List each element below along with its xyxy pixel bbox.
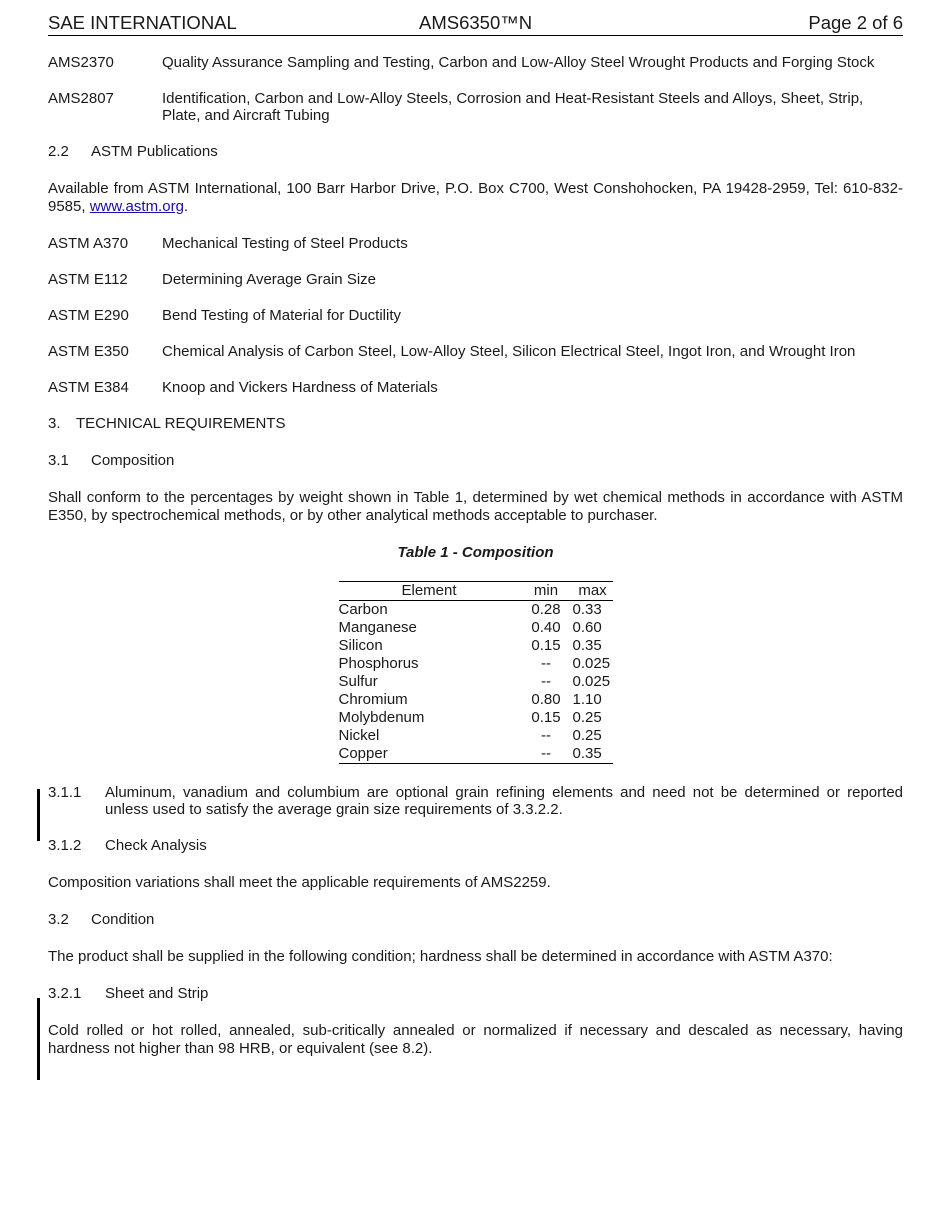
section-text: Aluminum, vanadium and columbium are optional grain refining elements and need not be determined or reported unless used to satisfy the average grain size requirements of 3.3.2.2.: [105, 784, 903, 818]
reference-code: ASTM E384: [48, 379, 129, 396]
section-3-2-heading: [48, 911, 903, 929]
max-cell: 0.60: [572, 619, 602, 636]
astm-availability-text: [48, 180, 903, 216]
section-title: Condition: [91, 911, 155, 928]
table-row: [339, 673, 613, 691]
header-page-number: Page 2 of 6: [808, 12, 903, 33]
change-bar-3-2-1: [37, 998, 40, 1080]
element-cell: Phosphorus: [338, 655, 419, 672]
section-3-1-2-heading: [48, 837, 903, 855]
section-title: Composition: [91, 452, 175, 469]
element-cell: Copper: [338, 745, 388, 762]
header-element: Element: [339, 582, 520, 601]
section-number: 3.2.1: [48, 985, 82, 1002]
reference-ams2370: [48, 54, 903, 71]
element-cell: Sulfur: [338, 673, 378, 690]
element-cell: Chromium: [338, 691, 408, 708]
section-title: ASTM Publications: [91, 143, 218, 160]
table-row: [339, 637, 613, 655]
reference-code: ASTM E290: [48, 307, 129, 324]
min-cell: 0.28: [531, 601, 561, 618]
table-row: [339, 709, 613, 727]
header-org: SAE INTERNATIONAL: [48, 12, 237, 33]
availability-text: Available from ASTM International, 100 Barr Harbor Drive, P.O. Box C700, West Conshohocken, PA 19428-2959, Tel: 610-832-9585,: [48, 180, 903, 215]
reference-code: ASTM A370: [48, 235, 129, 252]
page-header: [48, 12, 903, 36]
reference-title: Bend Testing of Material for Ductility: [162, 307, 401, 324]
max-cell: 0.25: [572, 709, 602, 726]
reference-title: Determining Average Grain Size: [162, 271, 376, 288]
header-max: max: [573, 582, 613, 601]
reference-astm-e112: [48, 271, 903, 288]
change-bar-3-1-1: [37, 789, 40, 841]
max-cell: 1.10: [572, 691, 602, 708]
max-cell: 0.35: [572, 637, 602, 654]
reference-title: Chemical Analysis of Carbon Steel, Low-Alloy Steel, Silicon Electrical Steel, Ingot Iron, and Wrought Iron: [162, 343, 856, 360]
element-cell: Molybdenum: [338, 709, 425, 726]
min-cell: --: [541, 727, 551, 744]
element-cell: Carbon: [338, 601, 388, 618]
section-number: 3.1.2: [48, 837, 82, 854]
table-row: [339, 619, 613, 637]
reference-title: Identification, Carbon and Low-Alloy Steels, Corrosion and Heat-Resistant Steels and Alloys, Sheet, Strip, Plate, and Aircraft Tubing: [162, 90, 864, 124]
table-header-row: [339, 582, 613, 601]
reference-code: AMS2370: [48, 54, 114, 71]
header-min: min: [520, 582, 573, 601]
section-3-heading: [48, 415, 903, 433]
reference-astm-e384: [48, 379, 903, 396]
section-3-1-1: [48, 784, 903, 818]
composition-table: [339, 581, 613, 764]
availability-end: .: [183, 198, 189, 215]
sheet-strip-text: Cold rolled or hot rolled, annealed, sub-critically annealed or normalized if necessary and descaled as necessary, having hardness not higher than 98 HRB, or equivalent (see 8.2).: [48, 1022, 903, 1057]
table-row: [339, 691, 613, 709]
table-row: [339, 655, 613, 673]
table-row: [339, 745, 613, 764]
min-cell: --: [541, 655, 551, 672]
reference-title: Quality Assurance Sampling and Testing, Carbon and Low-Alloy Steel Wrought Products and Forging Stock: [162, 54, 875, 71]
section-title: TECHNICAL REQUIREMENTS: [76, 415, 286, 432]
reference-astm-a370: [48, 235, 903, 252]
element-cell: Silicon: [338, 637, 383, 654]
reference-code: ASTM E112: [48, 271, 128, 288]
section-number: 3.1.1: [48, 784, 82, 801]
reference-title: Mechanical Testing of Steel Products: [162, 235, 408, 252]
section-2-2-heading: [48, 143, 903, 161]
section-number: 3.1: [48, 452, 69, 469]
reference-astm-e290: [48, 307, 903, 324]
table-row: [339, 601, 613, 620]
document-page: [48, 12, 903, 1058]
min-cell: 0.15: [531, 637, 561, 654]
reference-title: Knoop and Vickers Hardness of Materials: [162, 379, 438, 396]
max-cell: 0.025: [572, 655, 611, 672]
check-analysis-text: Composition variations shall meet the applicable requirements of AMS2259.: [48, 874, 551, 891]
section-title: Sheet and Strip: [105, 985, 209, 1002]
max-cell: 0.33: [572, 601, 602, 618]
min-cell: --: [541, 745, 551, 762]
section-number: 2.2: [48, 143, 69, 160]
min-cell: 0.40: [531, 619, 561, 636]
min-cell: 0.80: [531, 691, 561, 708]
section-3-2-1-heading: [48, 985, 903, 1003]
table-row: [339, 727, 613, 745]
max-cell: 0.25: [572, 727, 602, 744]
section-3-1-heading: [48, 452, 903, 470]
reference-code: ASTM E350: [48, 343, 129, 360]
astm-website-link[interactable]: www.astm.org: [89, 198, 184, 215]
max-cell: 0.025: [572, 673, 611, 690]
element-cell: Nickel: [338, 727, 380, 744]
min-cell: --: [541, 673, 551, 690]
max-cell: 0.35: [572, 745, 602, 762]
composition-text: Shall conform to the percentages by weight shown in Table 1, determined by wet chemical methods in accordance with ASTM E350, by spectrochemical methods, or by other analytical methods acceptable to purchaser.: [48, 489, 903, 524]
condition-text: The product shall be supplied in the following condition; hardness shall be determined in accordance with ASTM A370:: [48, 948, 833, 965]
min-cell: 0.15: [531, 709, 561, 726]
element-cell: Manganese: [338, 619, 417, 636]
section-number: 3.: [48, 415, 61, 432]
section-title: Check Analysis: [105, 837, 207, 854]
reference-astm-e350: [48, 343, 903, 360]
reference-ams2807: [48, 90, 903, 124]
table-1-caption: Table 1 - Composition: [397, 544, 554, 561]
reference-code: AMS2807: [48, 90, 114, 107]
section-number: 3.2: [48, 911, 69, 928]
header-doc-number: AMS6350™N: [419, 12, 533, 33]
